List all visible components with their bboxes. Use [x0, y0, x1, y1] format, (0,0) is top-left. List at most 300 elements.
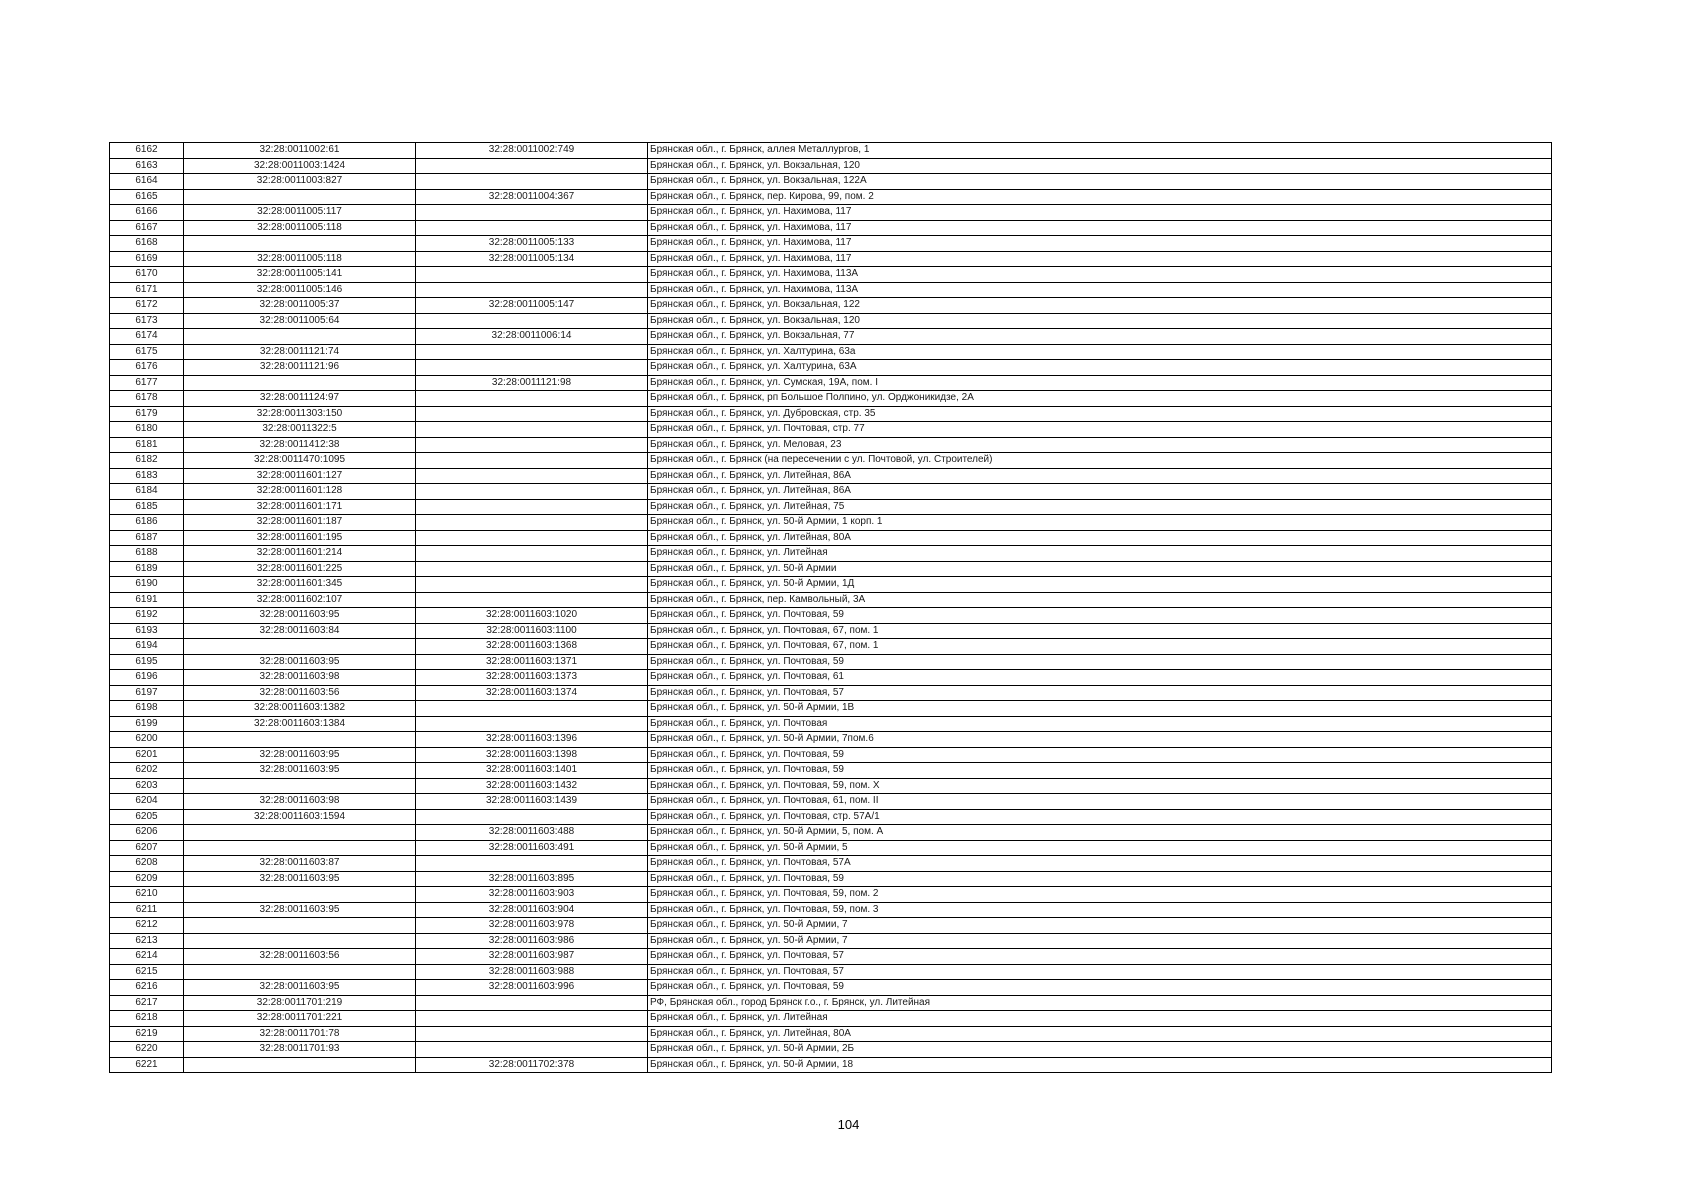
row-number-cell: 6218	[110, 1011, 184, 1027]
row-number-cell: 6169	[110, 251, 184, 267]
row-number-cell: 6186	[110, 515, 184, 531]
cadastral-number-cell: 32:28:0011701:221	[184, 1011, 416, 1027]
row-number-cell: 6198	[110, 701, 184, 717]
address-cell: Брянская обл., г. Брянск, ул. Почтовая, стр. 77	[648, 422, 1552, 438]
address-cell: Брянская обл., г. Брянск, ул. Литейная, 86А	[648, 468, 1552, 484]
address-cell: Брянская обл., г. Брянск, ул. Халтурина, 63а	[648, 344, 1552, 360]
cadastral-number-cell	[184, 1057, 416, 1073]
object-number-cell	[416, 577, 648, 593]
table-row	[110, 995, 1552, 1011]
object-number-cell	[416, 422, 648, 438]
table-row	[110, 298, 1552, 314]
cadastral-number-cell: 32:28:0011603:1384	[184, 716, 416, 732]
table-row	[110, 1042, 1552, 1058]
row-number-cell: 6189	[110, 561, 184, 577]
cadastral-number-cell: 32:28:0011005:64	[184, 313, 416, 329]
object-number-cell: 32:28:0011004:367	[416, 189, 648, 205]
object-number-cell	[416, 1011, 648, 1027]
table-row	[110, 732, 1552, 748]
address-cell: Брянская обл., г. Брянск, ул. Халтурина, 63А	[648, 360, 1552, 376]
address-cell: Брянская обл., г. Брянск, ул. 50-й Армии, 1Д	[648, 577, 1552, 593]
address-cell: Брянская обл., г. Брянск, ул. Почтовая, 61, пом. II	[648, 794, 1552, 810]
object-number-cell: 32:28:0011603:1374	[416, 685, 648, 701]
cadastral-number-cell: 32:28:0011603:95	[184, 608, 416, 624]
address-cell: Брянская обл., г. Брянск, ул. 50-й Армии, 5, пом. А	[648, 825, 1552, 841]
cadastral-number-cell: 32:28:0011603:1382	[184, 701, 416, 717]
row-number-cell: 6162	[110, 143, 184, 159]
table-row	[110, 608, 1552, 624]
address-cell: Брянская обл., г. Брянск, ул. Почтовая, 57	[648, 949, 1552, 965]
object-number-cell: 32:28:0011603:895	[416, 871, 648, 887]
cadastral-number-cell: 32:28:0011603:95	[184, 654, 416, 670]
cadastral-number-cell	[184, 778, 416, 794]
table-row	[110, 840, 1552, 856]
row-number-cell: 6200	[110, 732, 184, 748]
row-number-cell: 6179	[110, 406, 184, 422]
row-number-cell: 6210	[110, 887, 184, 903]
table-row	[110, 406, 1552, 422]
cadastral-number-cell: 32:28:0011701:219	[184, 995, 416, 1011]
table-row	[110, 1057, 1552, 1073]
object-number-cell	[416, 995, 648, 1011]
cadastral-number-cell: 32:28:0011002:61	[184, 143, 416, 159]
cadastral-number-cell	[184, 918, 416, 934]
table-row	[110, 809, 1552, 825]
address-cell: Брянская обл., г. Брянск, ул. Меловая, 23	[648, 437, 1552, 453]
row-number-cell: 6219	[110, 1026, 184, 1042]
cadastral-number-cell	[184, 964, 416, 980]
cadastral-number-cell	[184, 189, 416, 205]
table-row	[110, 437, 1552, 453]
object-number-cell: 32:28:0011603:987	[416, 949, 648, 965]
row-number-cell: 6171	[110, 282, 184, 298]
cadastral-number-cell	[184, 236, 416, 252]
object-number-cell	[416, 267, 648, 283]
cadastral-number-cell: 32:28:0011603:56	[184, 685, 416, 701]
object-number-cell	[416, 406, 648, 422]
row-number-cell: 6206	[110, 825, 184, 841]
object-number-cell: 32:28:0011603:1396	[416, 732, 648, 748]
cadastral-number-cell: 32:28:0011303:150	[184, 406, 416, 422]
table-row	[110, 189, 1552, 205]
cadastral-number-cell: 32:28:0011603:1594	[184, 809, 416, 825]
table-row	[110, 344, 1552, 360]
object-number-cell	[416, 453, 648, 469]
cadastral-number-cell: 32:28:0011601:128	[184, 484, 416, 500]
cadastral-number-cell: 32:28:0011470:1095	[184, 453, 416, 469]
address-cell: Брянская обл., г. Брянск, ул. 50-й Армии, 1 корп. 1	[648, 515, 1552, 531]
row-number-cell: 6191	[110, 592, 184, 608]
address-cell: Брянская обл., г. Брянск, ул. Почтовая, 59, пом. 3	[648, 902, 1552, 918]
object-number-cell: 32:28:0011005:147	[416, 298, 648, 314]
object-number-cell: 32:28:0011603:986	[416, 933, 648, 949]
object-number-cell	[416, 515, 648, 531]
address-cell: Брянская обл., г. Брянск, ул. Почтовая, 57	[648, 964, 1552, 980]
object-number-cell: 32:28:0011603:978	[416, 918, 648, 934]
object-number-cell	[416, 809, 648, 825]
object-number-cell	[416, 158, 648, 174]
cadastral-number-cell: 32:28:0011121:74	[184, 344, 416, 360]
object-number-cell	[416, 174, 648, 190]
row-number-cell: 6180	[110, 422, 184, 438]
table-row	[110, 360, 1552, 376]
object-number-cell	[416, 468, 648, 484]
address-cell: Брянская обл., г. Брянск, пер. Кирова, 99, пом. 2	[648, 189, 1552, 205]
table-row	[110, 871, 1552, 887]
row-number-cell: 6168	[110, 236, 184, 252]
row-number-cell: 6216	[110, 980, 184, 996]
row-number-cell: 6175	[110, 344, 184, 360]
cadastral-table	[109, 142, 1552, 1073]
cadastral-number-cell: 32:28:0011003:1424	[184, 158, 416, 174]
table-row	[110, 375, 1552, 391]
object-number-cell: 32:28:0011603:988	[416, 964, 648, 980]
address-cell: Брянская обл., г. Брянск, ул. 50-й Армии, 7пом.6	[648, 732, 1552, 748]
cadastral-number-cell	[184, 840, 416, 856]
address-cell: Брянская обл., г. Брянск, ул. Почтовая, 59	[648, 608, 1552, 624]
cadastral-number-cell	[184, 639, 416, 655]
row-number-cell: 6205	[110, 809, 184, 825]
address-cell: Брянская обл., г. Брянск, ул. 50-й Армии	[648, 561, 1552, 577]
cadastral-number-cell: 32:28:0011005:146	[184, 282, 416, 298]
row-number-cell: 6213	[110, 933, 184, 949]
cadastral-number-cell: 32:28:0011005:37	[184, 298, 416, 314]
table-row	[110, 825, 1552, 841]
table-row	[110, 205, 1552, 221]
cadastral-number-cell: 32:28:0011124:97	[184, 391, 416, 407]
table-row	[110, 918, 1552, 934]
address-cell: Брянская обл., г. Брянск, ул. 50-й Армии, 7	[648, 918, 1552, 934]
table-row	[110, 174, 1552, 190]
object-number-cell	[416, 1042, 648, 1058]
cadastral-number-cell: 32:28:0011005:141	[184, 267, 416, 283]
row-number-cell: 6181	[110, 437, 184, 453]
row-number-cell: 6192	[110, 608, 184, 624]
address-cell: Брянская обл., г. Брянск, ул. Почтовая, 59	[648, 871, 1552, 887]
table-row	[110, 623, 1552, 639]
table-row	[110, 794, 1552, 810]
cadastral-number-cell	[184, 732, 416, 748]
table-row	[110, 902, 1552, 918]
object-number-cell	[416, 437, 648, 453]
cadastral-number-cell: 32:28:0011121:96	[184, 360, 416, 376]
object-number-cell	[416, 1026, 648, 1042]
address-cell: Брянская обл., г. Брянск, аллея Металлургов, 1	[648, 143, 1552, 159]
address-cell: Брянская обл., г. Брянск, ул. Почтовая, 57	[648, 685, 1552, 701]
address-cell: Брянская обл., г. Брянск, ул. Нахимова, 117	[648, 220, 1552, 236]
address-cell: Брянская обл., г. Брянск, ул. Почтовая, 59	[648, 763, 1552, 779]
row-number-cell: 6203	[110, 778, 184, 794]
row-number-cell: 6165	[110, 189, 184, 205]
table-row	[110, 639, 1552, 655]
cadastral-number-cell: 32:28:0011005:117	[184, 205, 416, 221]
cadastral-number-cell: 32:28:0011603:95	[184, 902, 416, 918]
row-number-cell: 6207	[110, 840, 184, 856]
cadastral-number-cell: 32:28:0011601:127	[184, 468, 416, 484]
object-number-cell	[416, 344, 648, 360]
row-number-cell: 6202	[110, 763, 184, 779]
row-number-cell: 6220	[110, 1042, 184, 1058]
row-number-cell: 6166	[110, 205, 184, 221]
object-number-cell	[416, 484, 648, 500]
row-number-cell: 6199	[110, 716, 184, 732]
address-cell: Брянская обл., г. Брянск, ул. Почтовая, 59	[648, 654, 1552, 670]
object-number-cell	[416, 499, 648, 515]
object-number-cell: 32:28:0011603:1100	[416, 623, 648, 639]
object-number-cell	[416, 561, 648, 577]
table-row	[110, 763, 1552, 779]
cadastral-number-cell: 32:28:0011601:214	[184, 546, 416, 562]
cadastral-number-cell: 32:28:0011601:187	[184, 515, 416, 531]
object-number-cell: 32:28:0011603:903	[416, 887, 648, 903]
table-row	[110, 654, 1552, 670]
object-number-cell	[416, 856, 648, 872]
table-row	[110, 282, 1552, 298]
address-cell: Брянская обл., г. Брянск, ул. Почтовая, 61	[648, 670, 1552, 686]
table-row	[110, 685, 1552, 701]
table-body	[110, 143, 1552, 1073]
table-row	[110, 701, 1552, 717]
object-number-cell: 32:28:0011702:378	[416, 1057, 648, 1073]
address-cell: Брянская обл., г. Брянск, ул. Нахимова, 117	[648, 236, 1552, 252]
row-number-cell: 6184	[110, 484, 184, 500]
row-number-cell: 6194	[110, 639, 184, 655]
cadastral-number-cell: 32:28:0011602:107	[184, 592, 416, 608]
address-cell: Брянская обл., г. Брянск, ул. Вокзальная, 122	[648, 298, 1552, 314]
object-number-cell	[416, 282, 648, 298]
table-row	[110, 267, 1552, 283]
address-cell: Брянская обл., г. Брянск, ул. Литейная, 75	[648, 499, 1552, 515]
cadastral-number-cell: 32:28:0011603:98	[184, 670, 416, 686]
cadastral-number-cell: 32:28:0011412:38	[184, 437, 416, 453]
row-number-cell: 6204	[110, 794, 184, 810]
address-cell: Брянская обл., г. Брянск, ул. 50-й Армии, 5	[648, 840, 1552, 856]
cadastral-number-cell: 32:28:0011003:827	[184, 174, 416, 190]
row-number-cell: 6215	[110, 964, 184, 980]
object-number-cell: 32:28:0011603:1373	[416, 670, 648, 686]
table-row	[110, 422, 1552, 438]
object-number-cell: 32:28:0011603:1368	[416, 639, 648, 655]
table-row	[110, 453, 1552, 469]
object-number-cell: 32:28:0011603:1371	[416, 654, 648, 670]
table-row	[110, 980, 1552, 996]
row-number-cell: 6212	[110, 918, 184, 934]
object-number-cell: 32:28:0011005:133	[416, 236, 648, 252]
table-row	[110, 158, 1552, 174]
row-number-cell: 6217	[110, 995, 184, 1011]
object-number-cell: 32:28:0011603:1432	[416, 778, 648, 794]
table-row	[110, 1026, 1552, 1042]
row-number-cell: 6167	[110, 220, 184, 236]
cadastral-number-cell: 32:28:0011601:171	[184, 499, 416, 515]
table-row	[110, 670, 1552, 686]
table-row	[110, 236, 1552, 252]
object-number-cell	[416, 530, 648, 546]
table-row	[110, 468, 1552, 484]
table-row	[110, 499, 1552, 515]
object-number-cell: 32:28:0011603:996	[416, 980, 648, 996]
object-number-cell	[416, 313, 648, 329]
address-cell: Брянская обл., г. Брянск, ул. Почтовая, стр. 57А/1	[648, 809, 1552, 825]
address-cell: Брянская обл., г. Брянск, ул. Нахимова, 113А	[648, 267, 1552, 283]
address-cell: Брянская обл., г. Брянск, ул. Почтовая, 59	[648, 980, 1552, 996]
address-cell: Брянская обл., г. Брянск, ул. Вокзальная, 120	[648, 313, 1552, 329]
address-cell: РФ, Брянская обл., город Брянск г.о., г. Брянск, ул. Литейная	[648, 995, 1552, 1011]
table-row	[110, 251, 1552, 267]
cadastral-number-cell: 32:28:0011005:118	[184, 251, 416, 267]
address-cell: Брянская обл., г. Брянск, ул. 50-й Армии, 18	[648, 1057, 1552, 1073]
row-number-cell: 6176	[110, 360, 184, 376]
address-cell: Брянская обл., г. Брянск, ул. Почтовая, 59, пом. X	[648, 778, 1552, 794]
table-row	[110, 933, 1552, 949]
table-row	[110, 391, 1552, 407]
cadastral-number-cell: 32:28:0011603:87	[184, 856, 416, 872]
object-number-cell: 32:28:0011006:14	[416, 329, 648, 345]
address-cell: Брянская обл., г. Брянск, ул. Литейная	[648, 1011, 1552, 1027]
object-number-cell: 32:28:0011603:904	[416, 902, 648, 918]
address-cell: Брянская обл., г. Брянск, ул. Литейная	[648, 546, 1552, 562]
row-number-cell: 6201	[110, 747, 184, 763]
address-cell: Брянская обл., г. Брянск, ул. Литейная, 80А	[648, 1026, 1552, 1042]
address-cell: Брянская обл., г. Брянск, ул. Нахимова, 113А	[648, 282, 1552, 298]
object-number-cell: 32:28:0011603:1401	[416, 763, 648, 779]
table-row	[110, 887, 1552, 903]
address-cell: Брянская обл., г. Брянск, ул. Почтовая, 57А	[648, 856, 1552, 872]
cadastral-number-cell: 32:28:0011603:95	[184, 871, 416, 887]
row-number-cell: 6193	[110, 623, 184, 639]
object-number-cell: 32:28:0011603:1439	[416, 794, 648, 810]
row-number-cell: 6164	[110, 174, 184, 190]
cadastral-number-cell: 32:28:0011601:225	[184, 561, 416, 577]
table-row	[110, 778, 1552, 794]
object-number-cell	[416, 716, 648, 732]
object-number-cell	[416, 546, 648, 562]
cadastral-number-cell: 32:28:0011603:95	[184, 980, 416, 996]
object-number-cell: 32:28:0011603:491	[416, 840, 648, 856]
cadastral-number-cell: 32:28:0011005:118	[184, 220, 416, 236]
table-row	[110, 546, 1552, 562]
address-cell: Брянская обл., г. Брянск, ул. 50-й Армии, 2Б	[648, 1042, 1552, 1058]
address-cell: Брянская обл., г. Брянск, ул. Почтовая, 59, пом. 2	[648, 887, 1552, 903]
cadastral-number-cell	[184, 887, 416, 903]
table-row	[110, 964, 1552, 980]
object-number-cell	[416, 592, 648, 608]
address-cell: Брянская обл., г. Брянск, ул. Почтовая, 67, пом. 1	[648, 639, 1552, 655]
cadastral-number-cell: 32:28:0011603:95	[184, 763, 416, 779]
cadastral-number-cell: 32:28:0011322:5	[184, 422, 416, 438]
address-cell: Брянская обл., г. Брянск, ул. Сумская, 19А, пом. I	[648, 375, 1552, 391]
cadastral-number-cell	[184, 933, 416, 949]
object-number-cell	[416, 220, 648, 236]
address-cell: Брянская обл., г. Брянск, ул. Нахимова, 117	[648, 251, 1552, 267]
table-row	[110, 329, 1552, 345]
table-row	[110, 747, 1552, 763]
table-row	[110, 515, 1552, 531]
cadastral-number-cell: 32:28:0011701:78	[184, 1026, 416, 1042]
row-number-cell: 6185	[110, 499, 184, 515]
table-row	[110, 592, 1552, 608]
object-number-cell: 32:28:0011002:749	[416, 143, 648, 159]
cadastral-number-cell: 32:28:0011601:195	[184, 530, 416, 546]
object-number-cell: 32:28:0011603:488	[416, 825, 648, 841]
table-row	[110, 484, 1552, 500]
row-number-cell: 6221	[110, 1057, 184, 1073]
row-number-cell: 6172	[110, 298, 184, 314]
address-cell: Брянская обл., г. Брянск, рп Большое Полпино, ул. Орджоникидзе, 2А	[648, 391, 1552, 407]
row-number-cell: 6183	[110, 468, 184, 484]
table-row	[110, 1011, 1552, 1027]
table-row	[110, 313, 1552, 329]
row-number-cell: 6178	[110, 391, 184, 407]
object-number-cell	[416, 391, 648, 407]
cadastral-number-cell: 32:28:0011603:56	[184, 949, 416, 965]
address-cell: Брянская обл., г. Брянск, ул. Нахимова, 117	[648, 205, 1552, 221]
cadastral-number-cell: 32:28:0011701:93	[184, 1042, 416, 1058]
table-row	[110, 561, 1552, 577]
cadastral-number-cell: 32:28:0011603:84	[184, 623, 416, 639]
address-cell: Брянская обл., г. Брянск, ул. Вокзальная, 120	[648, 158, 1552, 174]
table-row	[110, 856, 1552, 872]
object-number-cell: 32:28:0011603:1398	[416, 747, 648, 763]
object-number-cell	[416, 205, 648, 221]
address-cell: Брянская обл., г. Брянск, пер. Камвольный, 3А	[648, 592, 1552, 608]
address-cell: Брянская обл., г. Брянск, ул. Литейная, 80А	[648, 530, 1552, 546]
row-number-cell: 6174	[110, 329, 184, 345]
address-cell: Брянская обл., г. Брянск, ул. Почтовая, 67, пом. 1	[648, 623, 1552, 639]
object-number-cell: 32:28:0011005:134	[416, 251, 648, 267]
address-cell: Брянская обл., г. Брянск, ул. Вокзальная, 122А	[648, 174, 1552, 190]
table-row	[110, 220, 1552, 236]
table-row	[110, 143, 1552, 159]
object-number-cell: 32:28:0011121:98	[416, 375, 648, 391]
row-number-cell: 6197	[110, 685, 184, 701]
row-number-cell: 6187	[110, 530, 184, 546]
table-row	[110, 716, 1552, 732]
row-number-cell: 6209	[110, 871, 184, 887]
row-number-cell: 6211	[110, 902, 184, 918]
cadastral-number-cell	[184, 375, 416, 391]
cadastral-number-cell	[184, 825, 416, 841]
row-number-cell: 6173	[110, 313, 184, 329]
row-number-cell: 6195	[110, 654, 184, 670]
row-number-cell: 6177	[110, 375, 184, 391]
cadastral-number-cell	[184, 329, 416, 345]
address-cell: Брянская обл., г. Брянск, ул. 50-й Армии, 7	[648, 933, 1552, 949]
address-cell: Брянская обл., г. Брянск, ул. Почтовая	[648, 716, 1552, 732]
cadastral-number-cell: 32:28:0011603:98	[184, 794, 416, 810]
address-cell: Брянская обл., г. Брянск, ул. Почтовая, 59	[648, 747, 1552, 763]
row-number-cell: 6163	[110, 158, 184, 174]
object-number-cell	[416, 701, 648, 717]
table-row	[110, 949, 1552, 965]
address-cell: Брянская обл., г. Брянск, ул. 50-й Армии, 1В	[648, 701, 1552, 717]
cadastral-number-cell: 32:28:0011601:345	[184, 577, 416, 593]
page-number: 104	[837, 1117, 860, 1132]
address-cell: Брянская обл., г. Брянск, ул. Дубровская, стр. 35	[648, 406, 1552, 422]
cadastral-number-cell: 32:28:0011603:95	[184, 747, 416, 763]
address-cell: Брянская обл., г. Брянск, ул. Вокзальная, 77	[648, 329, 1552, 345]
row-number-cell: 6196	[110, 670, 184, 686]
table-row	[110, 577, 1552, 593]
address-cell: Брянская обл., г. Брянск (на пересечении с ул. Почтовой, ул. Строителей)	[648, 453, 1552, 469]
object-number-cell	[416, 360, 648, 376]
row-number-cell: 6190	[110, 577, 184, 593]
object-number-cell: 32:28:0011603:1020	[416, 608, 648, 624]
address-cell: Брянская обл., г. Брянск, ул. Литейная, 86А	[648, 484, 1552, 500]
row-number-cell: 6188	[110, 546, 184, 562]
row-number-cell: 6182	[110, 453, 184, 469]
row-number-cell: 6208	[110, 856, 184, 872]
